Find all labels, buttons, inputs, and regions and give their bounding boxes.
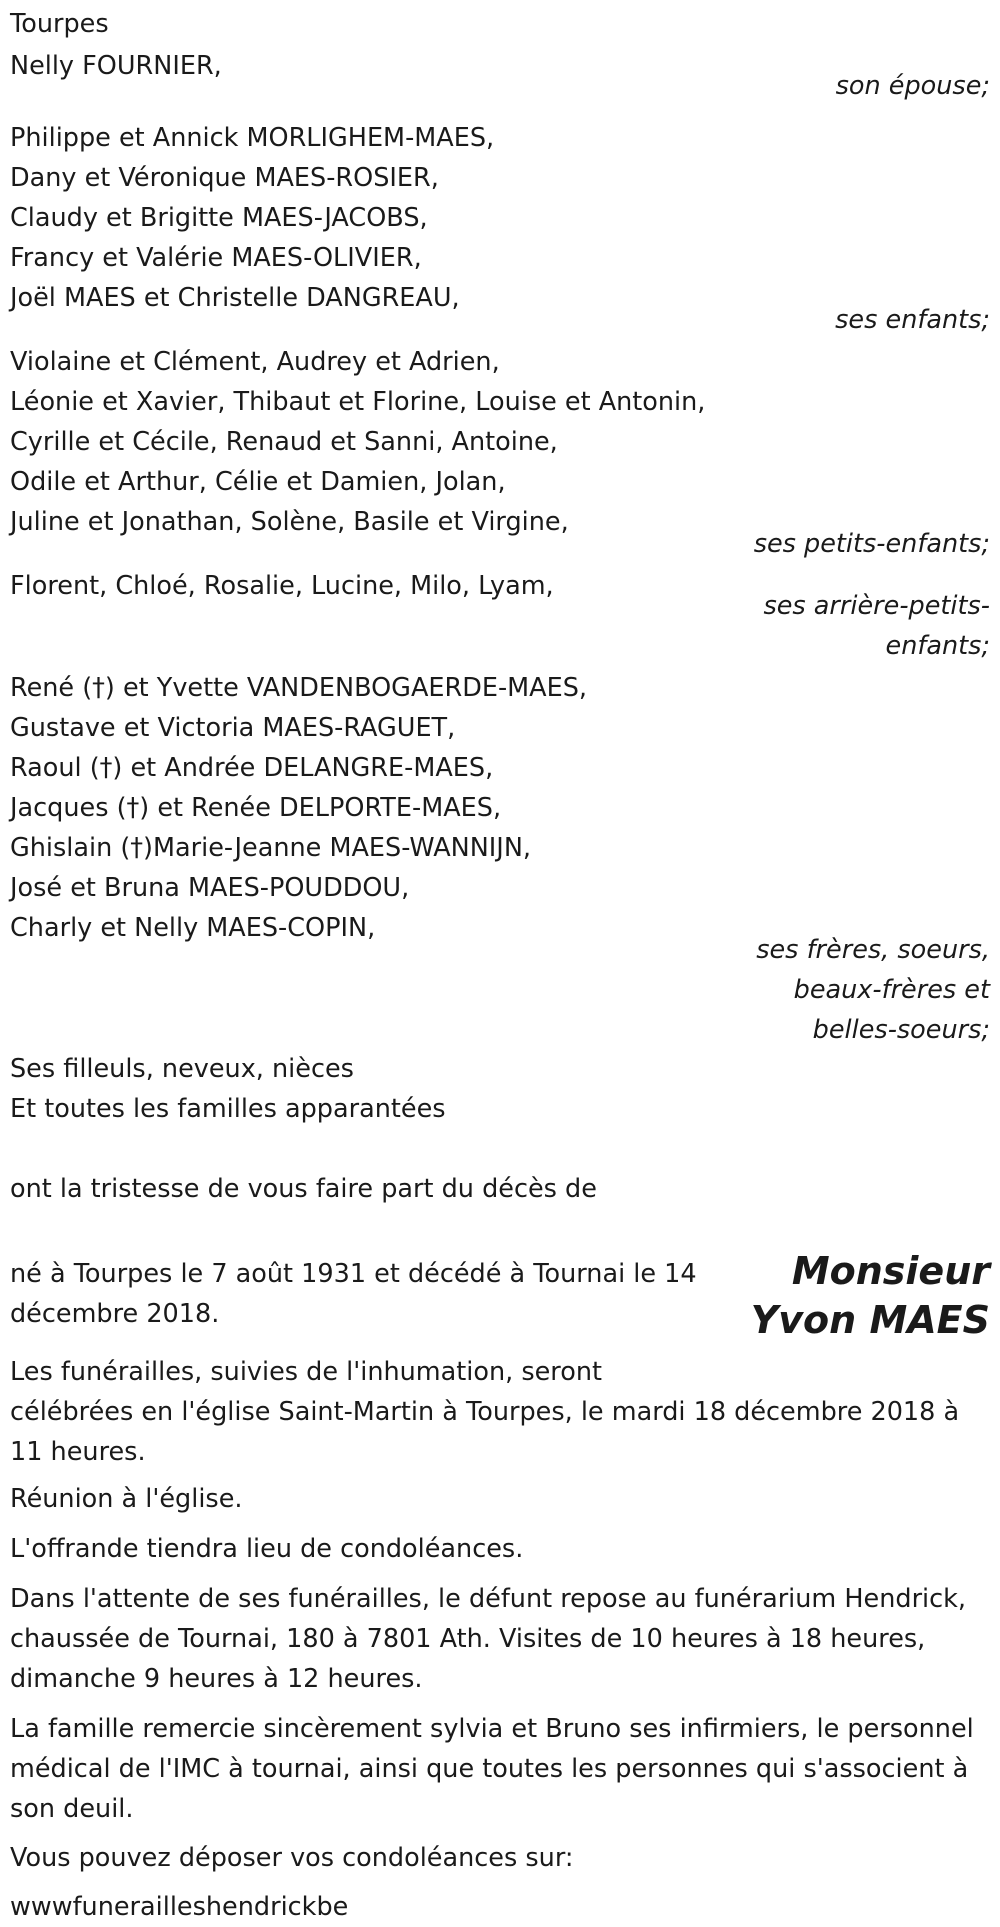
grandchild-name: Cyrille et Cécile, Renaud et Sanni, Antoine, xyxy=(10,427,558,457)
children-block xyxy=(10,118,990,340)
sibling-name: José et Bruna MAES-POUDDOU, xyxy=(10,873,410,903)
funeral-line: célébrées en l'église Saint-Martin à Tourpes, le mardi 18 décembre 2018 à 11 heures. xyxy=(10,1397,960,1467)
child-name: Francy et Valérie MAES-OLIVIER, xyxy=(10,243,422,273)
grandchild-name: Violaine et Clément, Audrey et Adrien, xyxy=(10,347,500,377)
spouse-role: son épouse; xyxy=(835,71,990,101)
great-grandchildren-role: enfants; xyxy=(885,631,990,661)
great-grandchildren-block xyxy=(10,566,990,666)
siblings-role: beaux-frères et xyxy=(793,975,990,1005)
deceased-name: Yvon MAES xyxy=(750,1298,990,1342)
condolences-label: Vous pouvez déposer vos condoléances sur: xyxy=(10,1843,574,1873)
grandchild-name: Léonie et Xavier, Thibaut et Florine, Louise et Antonin, xyxy=(10,387,706,417)
location-heading: Tourpes xyxy=(10,9,109,39)
funerarium-text: Dans l'attente de ses funérailles, le défunt repose au funérarium Hendrick, chaussée de Tournai, 180 à 7801 Ath. Visites de 10 heures à 18 heures, dimanche 9 heures à 12 heures. xyxy=(10,1584,967,1694)
funeral-line: Les funérailles, suivies de l'inhumation, seront xyxy=(10,1357,602,1387)
sibling-name: Charly et Nelly MAES-COPIN, xyxy=(10,913,376,943)
grandchild-name: Juline et Jonathan, Solène, Basile et Virgine, xyxy=(10,507,569,537)
deceased-block xyxy=(10,1247,990,1342)
others-line: Ses filleuls, neveux, nièces xyxy=(10,1054,354,1084)
child-name: Claudy et Brigitte MAES-JACOBS, xyxy=(10,203,428,233)
sibling-name: René (†) et Yvette VANDENBOGAERDE-MAES, xyxy=(10,673,588,703)
others-block xyxy=(10,1049,446,1129)
siblings-block xyxy=(10,668,990,1050)
child-name: Joël MAES et Christelle DANGREAU, xyxy=(10,283,460,313)
siblings-role: ses frères, soeurs, xyxy=(756,935,990,965)
deceased-title: Monsieur xyxy=(791,1249,990,1293)
funeral-block xyxy=(10,1352,990,1472)
sibling-name: Raoul (†) et Andrée DELANGRE-MAES, xyxy=(10,753,494,783)
grandchild-name: Odile et Arthur, Célie et Damien, Jolan, xyxy=(10,467,506,497)
spouse-name: Nelly FOURNIER, xyxy=(10,51,222,81)
child-name: Dany et Véronique MAES-ROSIER, xyxy=(10,163,439,193)
sibling-name: Gustave et Victoria MAES-RAGUET, xyxy=(10,713,456,743)
meeting-text: Réunion à l'église. xyxy=(10,1484,243,1514)
grandchildren-role: ses petits-enfants; xyxy=(753,529,990,559)
sibling-name: Ghislain (†)Marie-Jeanne MAES-WANNIJN, xyxy=(10,833,532,863)
grandchildren-block xyxy=(10,342,990,564)
sibling-name: Jacques (†) et Renée DELPORTE-MAES, xyxy=(10,793,502,823)
others-line: Et toutes les familles apparantées xyxy=(10,1094,446,1124)
birth-death-text: né à Tourpes le 7 août 1931 et décédé à Tournai le 14 décembre 2018. xyxy=(10,1259,697,1329)
great-grandchild-name: Florent, Chloé, Rosalie, Lucine, Milo, Lyam, xyxy=(10,571,554,601)
child-name: Philippe et Annick MORLIGHEM-MAES, xyxy=(10,123,495,153)
announcement-text: ont la tristesse de vous faire part du décès de xyxy=(10,1174,597,1204)
great-grandchildren-role: ses arrière-petits- xyxy=(763,591,990,621)
spouse-block xyxy=(10,46,990,106)
offering-text: L'offrande tiendra lieu de condoléances. xyxy=(10,1534,524,1564)
condolences-url[interactable]: wwwfunerailleshendrickbe xyxy=(10,1892,349,1922)
children-role: ses enfants; xyxy=(835,305,990,335)
thanks-text: La famille remercie sincèrement sylvia et Bruno ses infirmiers, le personnel médical de l'IMC à tournai, ainsi que toutes les personnes qui s'associent à son deuil. xyxy=(10,1714,974,1824)
siblings-role: belles-soeurs; xyxy=(812,1015,990,1045)
